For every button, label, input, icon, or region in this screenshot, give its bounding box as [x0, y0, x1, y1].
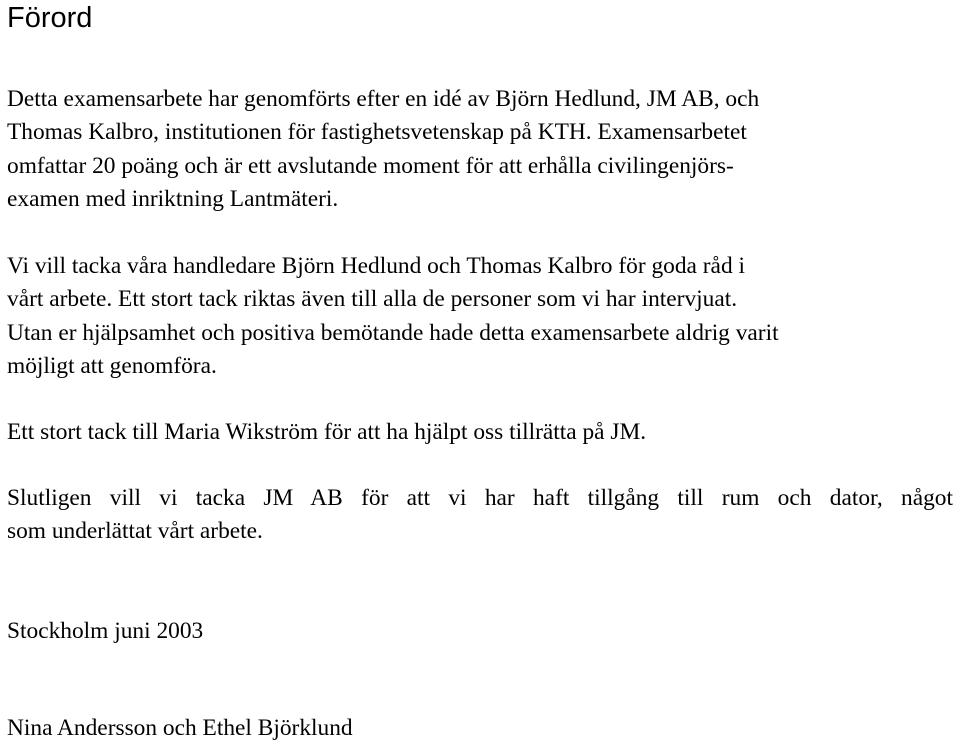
paragraph-thanks-line: vårt arbete. Ett stort tack riktas även till alla de personer som vi har intervjuat.: [7, 286, 738, 313]
author-names: [7, 712, 957, 745]
authors-text: Nina Andersson och Ethel Björklund: [7, 715, 353, 741]
paragraph-intro-line: Detta examensarbete har genomförts efter en idé av Björn Hedlund, JM AB, och: [7, 86, 760, 112]
paragraph-thanks-maria: [7, 416, 957, 449]
paragraph-thanks-line: Vi vill tacka våra handledare Björn Hedlund och Thomas Kalbro för goda råd i: [7, 253, 745, 279]
paragraph-intro-line: Thomas Kalbro, institutionen för fastighetsvetenskap på KTH. Examensarbetet: [7, 119, 747, 146]
place-date-text: Stockholm juni 2003: [7, 618, 204, 644]
page-title: Förord: [7, 2, 93, 34]
paragraph-intro-line: omfattar 20 poäng och är ett avslutande moment för att erhålla civilingenjörs-: [7, 152, 734, 179]
paragraph-thanks-line: Utan er hjälpsamhet och positiva bemötande hade detta examensarbete aldrig varit: [7, 319, 779, 346]
place-and-date: [7, 615, 957, 648]
paragraph-thanks-jm-line: Slutligen vill vi tacka JM AB för att vi har haft tillgång till rum och dator, något: [7, 485, 953, 511]
paragraph-thanks-jm-line: som underlättat vårt arbete.: [7, 518, 263, 545]
paragraph-thanks-maria-line: Ett stort tack till Maria Wikström för att ha hjälpt oss tillrätta på JM.: [7, 419, 647, 445]
paragraph-thanks-supervisors: [7, 250, 957, 383]
paragraph-thanks-jm: [7, 482, 953, 549]
paragraph-thanks-line: möjligt att genomföra.: [7, 352, 217, 379]
paragraph-intro: [7, 83, 957, 216]
paragraph-intro-line: examen med inriktning Lantmäteri.: [7, 185, 339, 212]
